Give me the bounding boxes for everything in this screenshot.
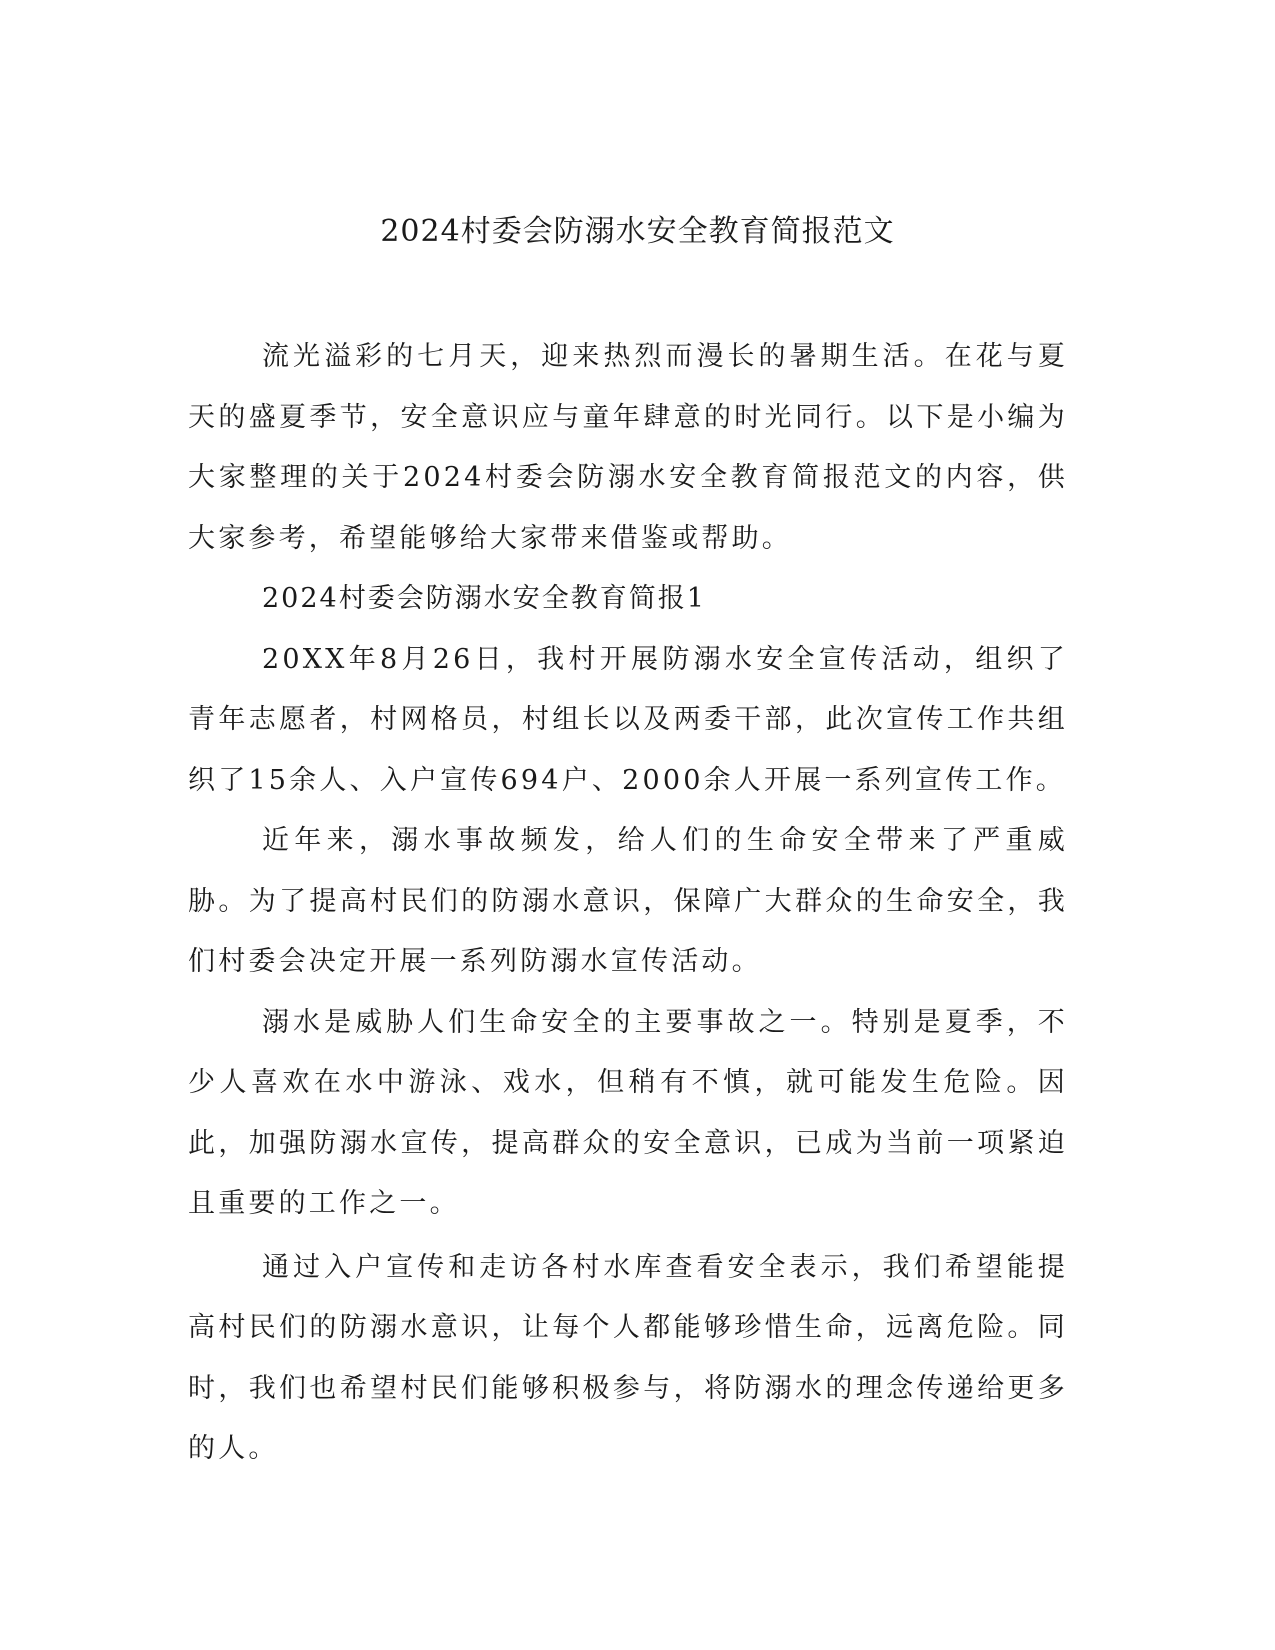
body-paragraph: 溺水是威胁人们生命安全的主要事故之一。特别是夏季，不少人喜欢在水中游泳、戏水，但稍有不慎，就可能发生危险。因此，加强防溺水宣传，提高群众的安全意识，已成为当前一项紧迫且重要的工作之一。	[188, 1006, 1068, 1219]
intro-paragraph: 流光溢彩的七月天，迎来热烈而漫长的暑期生活。在花与夏天的盛夏季节，安全意识应与童年肆意的时光同行。以下是小编为大家整理的关于2024村委会防溺水安全教育简报范文的内容，供大家参考，希望能够给大家带来借鉴或帮助。	[188, 341, 1068, 554]
document-title: 2024村委会防溺水安全教育简报范文	[380, 214, 895, 249]
body-paragraph: 通过入户宣传和走访各村水库查看安全表示，我们希望能提高村民们的防溺水意识，让每个人都能够珍惜生命，远离危险。同时，我们也希望村民们能够积极参与，将防溺水的理念传递给更多的人。	[188, 1251, 1068, 1464]
section-heading: 2024村委会防溺水安全教育简报1	[262, 583, 706, 614]
body-paragraph: 近年来，溺水事故频发，给人们的生命安全带来了严重威胁。为了提高村民们的防溺水意识，保障广大群众的生命安全，我们村委会决定开展一系列防溺水宣传活动。	[188, 825, 1068, 977]
document-body	[188, 327, 1068, 1480]
body-paragraph: 20XX年8月26日，我村开展防溺水安全宣传活动，组织了青年志愿者，村网格员，村组长以及两委干部，此次宣传工作共组织了15余人、入户宣传694户、2000余人开展一系列宣传工作。	[188, 643, 1068, 796]
